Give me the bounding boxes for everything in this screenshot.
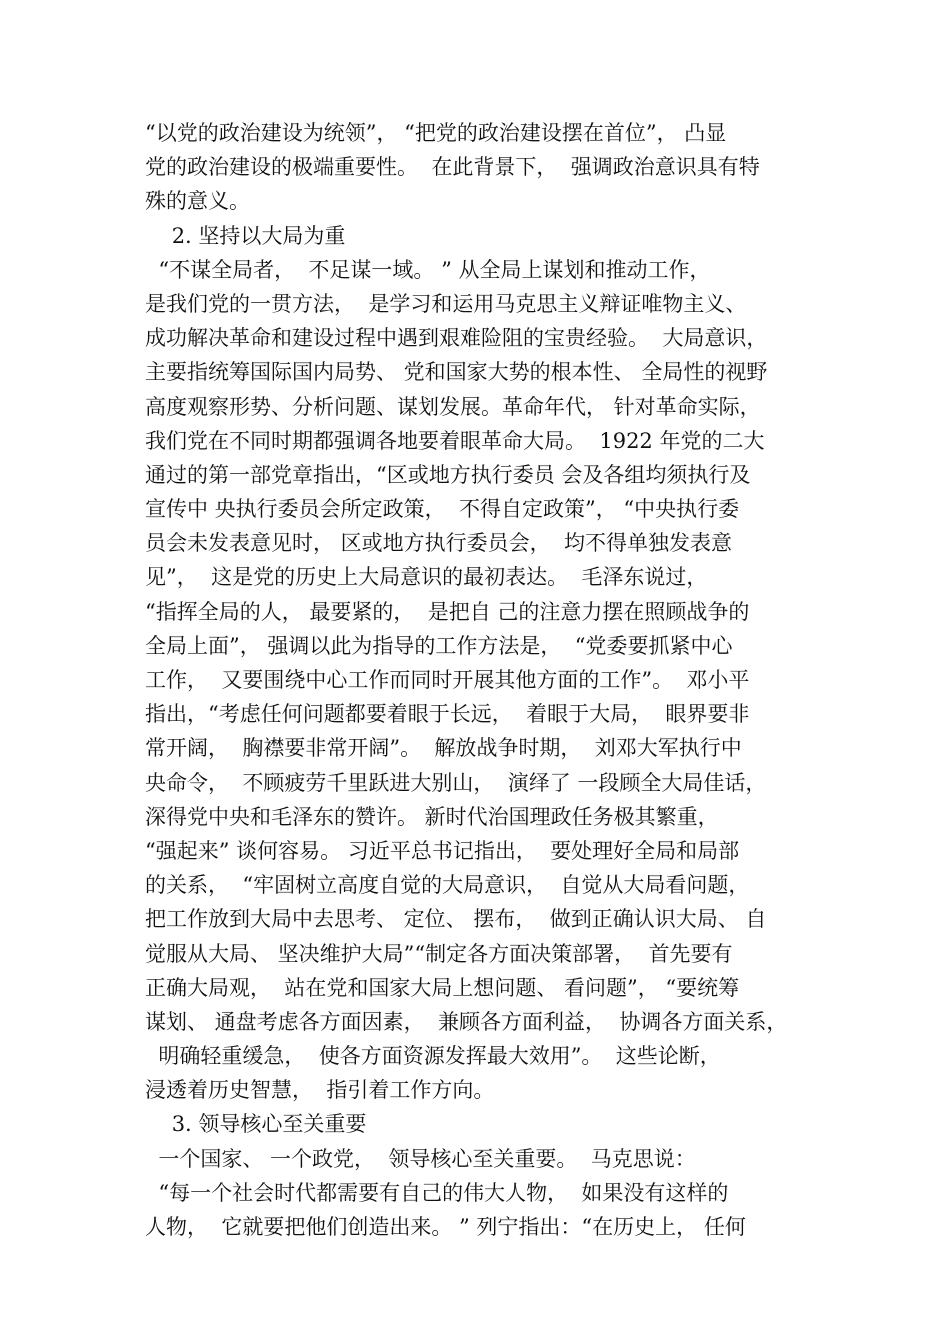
- text-line: 央命令， 不顾疲劳千里跃进大别山， 演绎了 一段顾全大局佳话，: [145, 770, 767, 795]
- text-line: 我们党在不同时期都强调各地要着眼革命大局。 1922 年党的二大: [145, 428, 765, 453]
- text-line: 明确轻重缓急， 使各方面资源发挥最大效用”。 这些论断，: [145, 1044, 721, 1069]
- section-heading-3: 3. 领导核心至关重要: [145, 1112, 367, 1137]
- text-line: 是我们党的一贯方法， 是学习和运用马克思主义辩证唯物主义、: [145, 291, 747, 316]
- text-line: 浸透着历史智慧， 指引着工作方向。: [145, 1078, 495, 1103]
- text-line: 人物， 它就要把他们创造出来。 ” 列宁指出：“在历史上， 任何: [145, 1215, 746, 1239]
- text-line: 一个国家、 一个政党， 领导核心至关重要。 马克思说：: [145, 1146, 696, 1171]
- section-heading-2: 2. 坚持以大局为重: [145, 223, 346, 248]
- text-line: 觉服从大局、 坚决维护大局”“制定各方面决策部署， 首先要有: [145, 941, 733, 966]
- text-line: 通过的第一部党章指出，“区或地方执行委员 会及各组均须执行及: [145, 462, 751, 487]
- text-line: “强起来” 谈何容易。 习近平总书记指出， 要处理好全局和局部: [145, 838, 740, 863]
- text-line: 谋划、 通盘考虑各方面因素， 兼顾各方面利益， 协调各方面关系，: [145, 1009, 788, 1034]
- text-line: 正确大局观， 站在党和国家大局上想问题、 看问题”， “要统筹: [145, 975, 740, 1000]
- text-line: 全局上面”， 强调以此为指导的工作方法是， “党委要抓紧中心: [145, 633, 733, 658]
- text-line: 员会未发表意见时， 区或地方执行委员会， 均不得单独发表意: [145, 531, 733, 556]
- text-line: 常开阔， 胸襟要非常开阔”。 解放战争时期， 刘邓大军执行中: [145, 736, 742, 761]
- text-line: “每一个社会时代都需要有自己的伟大人物， 如果没有这样的: [145, 1180, 729, 1205]
- text-line: 高度观察形势、分析问题、谋划发展。革命年代， 针对革命实际，: [145, 394, 761, 419]
- text-line: “以党的政治建设为统领”， “把党的政治建设摆在首位”， 凸显: [145, 121, 727, 145]
- text-line: 主要指统筹国际国内局势、 党和国家大势的根本性、 全局性的视野: [145, 360, 768, 385]
- text-line: “不谋全局者， 不足谋一域。 ” 从全局上谋划和推动工作，: [145, 257, 711, 282]
- text-line: 党的政治建设的极端重要性。 在此背景下， 强调政治意识具有特: [145, 155, 760, 180]
- text-line: 把工作放到大局中去思考、 定位、 摆布， 做到正确认识大局、 自: [145, 907, 767, 932]
- text-line: 工作， 又要围绕中心工作而同时开展其他方面的工作”。 邓小平: [145, 668, 750, 692]
- text-line: 见”， 这是党的历史上大局意识的最初表达。 毛泽东说过，: [145, 565, 708, 590]
- text-line: 殊的意义。: [145, 189, 250, 214]
- text-line: 深得党中央和毛泽东的赞许。 新时代治国理政任务极其繁重，: [145, 804, 719, 829]
- text-line: 的关系， “牢固树立高度自觉的大局意识， 自觉从大局看问题，: [145, 873, 750, 898]
- text-line: “指挥全局的人， 最要紧的， 是把自 己的注意力摆在照顾战争的: [145, 599, 750, 624]
- body-text: [145, 116, 815, 1244]
- text-line: 宣传中 央执行委员会所定政策， 不得自定政策”， “中央执行委: [145, 497, 740, 522]
- text-line: 成功解决革命和建设过程中遇到艰难险阻的宝贵经验。 大局意识，: [145, 326, 768, 351]
- text-line: 指出，“考虑任何问题都要着眼于长远， 着眼于大局， 眼界要非: [145, 702, 750, 727]
